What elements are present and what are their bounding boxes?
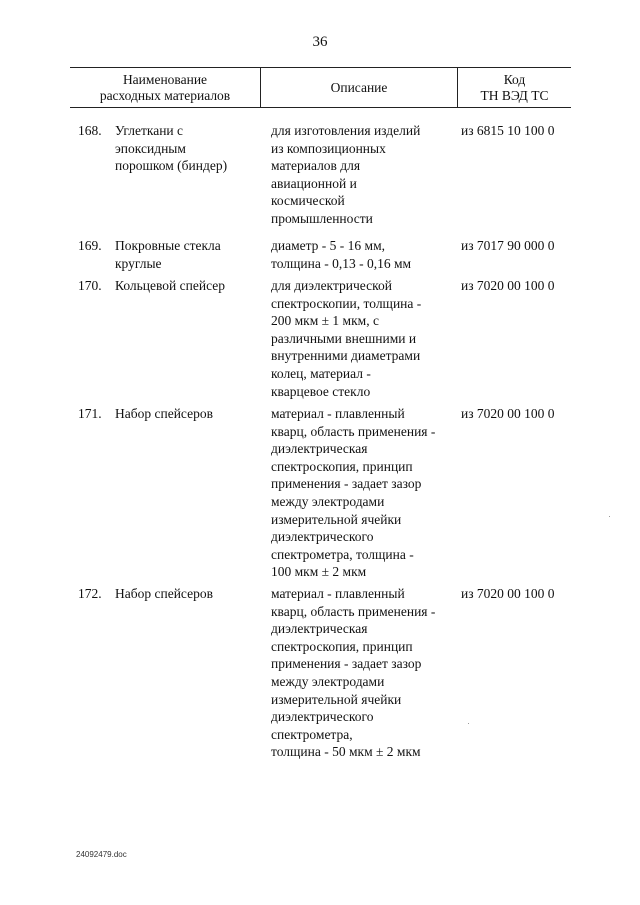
row-name: Углеткани с эпоксидным порошком (биндер) bbox=[115, 123, 228, 174]
row-description: для диэлектрической спектроскопии, толщина - 200 мкм ± 1 мкм, с различными внешними и внутренними диаметрами колец, материал - кварцевое стекло bbox=[271, 278, 422, 399]
row-description: диаметр - 5 - 16 мм, толщина - 0,13 - 0,16 мм bbox=[271, 238, 412, 271]
header-code: Код ТН ВЭД ТС bbox=[480, 71, 549, 103]
table-row bbox=[0, 122, 640, 237]
table-row bbox=[0, 405, 640, 585]
row-code: из 7017 90 000 0 bbox=[461, 238, 555, 253]
row-code: из 6815 10 100 0 bbox=[461, 123, 555, 138]
scan-speck bbox=[468, 723, 469, 724]
scan-speck bbox=[609, 516, 610, 517]
row-description: материал - плавленный кварц, область применения - диэлектрическая спектроскопия, принцип применения - задает зазор между электродами измерительной ячейки диэлектрического спектрометра, толщина - 50 мкм ± 2 мкм bbox=[271, 586, 436, 760]
row-code: из 7020 00 100 0 bbox=[461, 278, 555, 293]
row-number: 171. bbox=[78, 406, 102, 421]
table-header-rule bbox=[70, 107, 571, 108]
table-row bbox=[0, 237, 640, 277]
row-number: 168. bbox=[78, 123, 102, 138]
row-number: 170. bbox=[78, 278, 102, 293]
table-body bbox=[0, 122, 640, 765]
table-row bbox=[0, 585, 640, 765]
row-name: Набор спейсеров bbox=[115, 586, 213, 601]
row-name: Покровные стекла круглые bbox=[115, 238, 221, 271]
table-top-rule bbox=[70, 67, 571, 68]
row-description: для изготовления изделий из композиционных материалов для авиационной и космической промышленности bbox=[271, 123, 421, 226]
row-name: Кольцевой спейсер bbox=[115, 278, 225, 293]
header-description: Описание bbox=[330, 79, 388, 95]
page-number: 36 bbox=[312, 34, 328, 50]
row-number: 172. bbox=[78, 586, 102, 601]
table-row bbox=[0, 277, 640, 405]
row-code: из 7020 00 100 0 bbox=[461, 586, 555, 601]
header-name: Наименование расходных материалов bbox=[99, 71, 231, 103]
footer-filename: 24092479.doc bbox=[76, 850, 127, 859]
row-name: Набор спейсеров bbox=[115, 406, 213, 421]
row-description: материал - плавленный кварц, область применения - диэлектрическая спектроскопия, принцип применения - задает зазор между электродами измерительной ячейки диэлектрического спектрометра, толщина - 100 мкм ± 2 мкм bbox=[271, 406, 436, 580]
row-code: из 7020 00 100 0 bbox=[461, 406, 555, 421]
row-number: 169. bbox=[78, 238, 102, 253]
